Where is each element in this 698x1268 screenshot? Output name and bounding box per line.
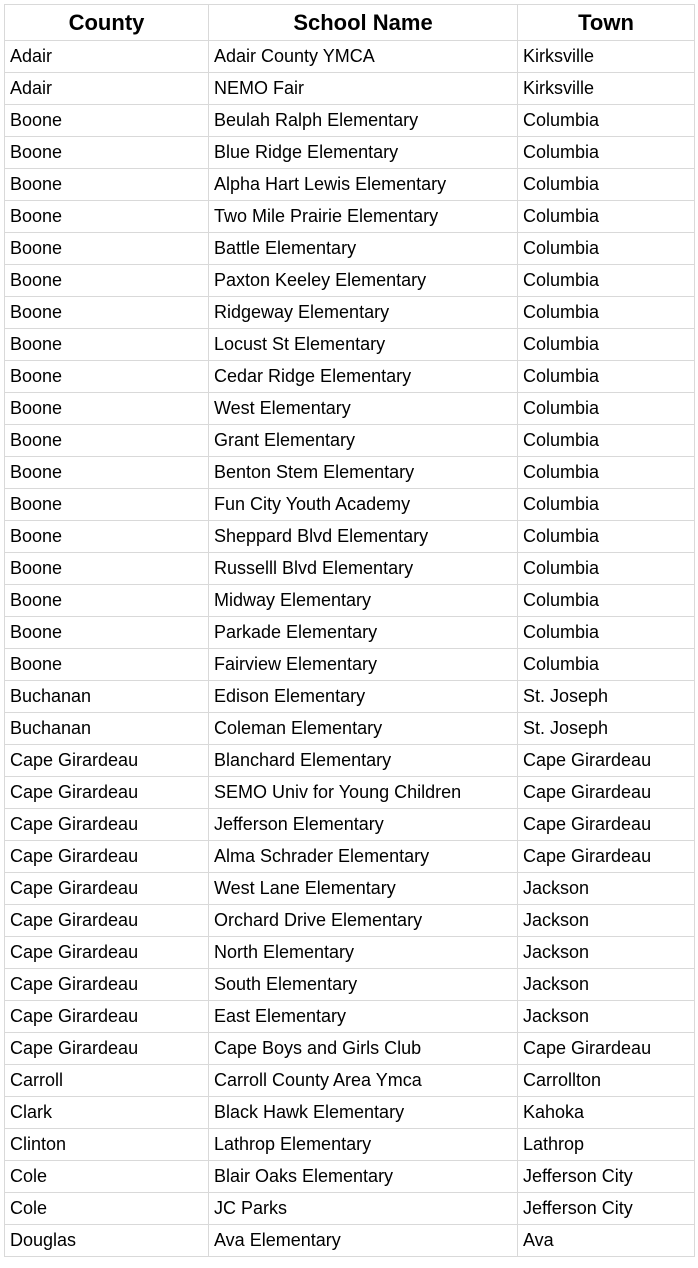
- county-cell[interactable]: Boone: [5, 201, 209, 233]
- county-cell[interactable]: Boone: [5, 329, 209, 361]
- town-cell[interactable]: Columbia: [518, 329, 695, 361]
- column-header-county[interactable]: County: [5, 5, 209, 41]
- school-name-cell[interactable]: Paxton Keeley Elementary: [209, 265, 518, 297]
- school-name-cell[interactable]: Lathrop Elementary: [209, 1129, 518, 1161]
- county-cell[interactable]: Cape Girardeau: [5, 841, 209, 873]
- table-row: [5, 457, 695, 489]
- county-cell[interactable]: Boone: [5, 585, 209, 617]
- table-row: [5, 937, 695, 969]
- table-row: [5, 393, 695, 425]
- table-row: [5, 553, 695, 585]
- county-cell[interactable]: Cape Girardeau: [5, 777, 209, 809]
- school-name-cell[interactable]: Ridgeway Elementary: [209, 297, 518, 329]
- school-name-cell[interactable]: East Elementary: [209, 1001, 518, 1033]
- county-cell[interactable]: Clinton: [5, 1129, 209, 1161]
- town-cell[interactable]: Cape Girardeau: [518, 809, 695, 841]
- county-cell[interactable]: Cape Girardeau: [5, 937, 209, 969]
- table-row: [5, 1001, 695, 1033]
- school-name-cell[interactable]: Cedar Ridge Elementary: [209, 361, 518, 393]
- county-cell[interactable]: Boone: [5, 361, 209, 393]
- town-cell[interactable]: Columbia: [518, 169, 695, 201]
- town-cell[interactable]: Columbia: [518, 649, 695, 681]
- county-cell[interactable]: Cape Girardeau: [5, 1001, 209, 1033]
- county-cell[interactable]: Boone: [5, 297, 209, 329]
- town-cell[interactable]: Columbia: [518, 425, 695, 457]
- table-row: [5, 233, 695, 265]
- table-row: [5, 41, 695, 73]
- town-cell[interactable]: Jackson: [518, 969, 695, 1001]
- school-name-cell[interactable]: Grant Elementary: [209, 425, 518, 457]
- town-cell[interactable]: Columbia: [518, 201, 695, 233]
- school-name-cell[interactable]: Jefferson Elementary: [209, 809, 518, 841]
- school-name-cell[interactable]: Adair County YMCA: [209, 41, 518, 73]
- table-body: [5, 41, 695, 1257]
- county-cell[interactable]: Boone: [5, 233, 209, 265]
- county-cell[interactable]: Boone: [5, 265, 209, 297]
- county-cell[interactable]: Boone: [5, 489, 209, 521]
- table-row: [5, 265, 695, 297]
- table-row: [5, 73, 695, 105]
- town-cell[interactable]: Columbia: [518, 489, 695, 521]
- county-cell[interactable]: Clark: [5, 1097, 209, 1129]
- county-cell[interactable]: Boone: [5, 393, 209, 425]
- county-cell[interactable]: Cole: [5, 1193, 209, 1225]
- school-name-cell[interactable]: South Elementary: [209, 969, 518, 1001]
- town-cell[interactable]: Cape Girardeau: [518, 841, 695, 873]
- county-cell[interactable]: Boone: [5, 425, 209, 457]
- table-row: [5, 585, 695, 617]
- table-row: [5, 1193, 695, 1225]
- school-name-cell[interactable]: Beulah Ralph Elementary: [209, 105, 518, 137]
- town-cell[interactable]: Columbia: [518, 137, 695, 169]
- table-row: [5, 201, 695, 233]
- county-cell[interactable]: Carroll: [5, 1065, 209, 1097]
- town-cell[interactable]: Kirksville: [518, 73, 695, 105]
- town-cell[interactable]: Columbia: [518, 297, 695, 329]
- header-row: [5, 5, 695, 41]
- table-row: [5, 873, 695, 905]
- table-row: [5, 681, 695, 713]
- table-row: [5, 1161, 695, 1193]
- school-name-cell[interactable]: Russelll Blvd Elementary: [209, 553, 518, 585]
- table-row: [5, 969, 695, 1001]
- school-name-cell[interactable]: Locust St Elementary: [209, 329, 518, 361]
- school-name-cell[interactable]: Battle Elementary: [209, 233, 518, 265]
- school-name-cell[interactable]: West Elementary: [209, 393, 518, 425]
- town-cell[interactable]: Columbia: [518, 457, 695, 489]
- column-header-town[interactable]: Town: [518, 5, 695, 41]
- county-cell[interactable]: Adair: [5, 73, 209, 105]
- table-row: [5, 137, 695, 169]
- town-cell[interactable]: Cape Girardeau: [518, 745, 695, 777]
- town-cell[interactable]: Columbia: [518, 521, 695, 553]
- town-cell[interactable]: Lathrop: [518, 1129, 695, 1161]
- school-name-cell[interactable]: Blanchard Elementary: [209, 745, 518, 777]
- town-cell[interactable]: Jackson: [518, 905, 695, 937]
- table-row: [5, 1097, 695, 1129]
- town-cell[interactable]: Carrollton: [518, 1065, 695, 1097]
- town-cell[interactable]: Columbia: [518, 265, 695, 297]
- school-name-cell[interactable]: Parkade Elementary: [209, 617, 518, 649]
- schools-sheet: [4, 4, 694, 1257]
- school-name-cell[interactable]: Ava Elementary: [209, 1225, 518, 1257]
- town-cell[interactable]: Columbia: [518, 105, 695, 137]
- school-name-cell[interactable]: Orchard Drive Elementary: [209, 905, 518, 937]
- table-row: [5, 649, 695, 681]
- school-name-cell[interactable]: Cape Boys and Girls Club: [209, 1033, 518, 1065]
- county-cell[interactable]: Cape Girardeau: [5, 1033, 209, 1065]
- table-row: [5, 361, 695, 393]
- town-cell[interactable]: Cape Girardeau: [518, 1033, 695, 1065]
- county-cell[interactable]: Buchanan: [5, 681, 209, 713]
- town-cell[interactable]: Kirksville: [518, 41, 695, 73]
- table-row: [5, 841, 695, 873]
- table-row: [5, 425, 695, 457]
- school-name-cell[interactable]: JC Parks: [209, 1193, 518, 1225]
- county-cell[interactable]: Cape Girardeau: [5, 969, 209, 1001]
- school-name-cell[interactable]: Black Hawk Elementary: [209, 1097, 518, 1129]
- county-cell[interactable]: Cape Girardeau: [5, 745, 209, 777]
- town-cell[interactable]: Jackson: [518, 1001, 695, 1033]
- town-cell[interactable]: Columbia: [518, 361, 695, 393]
- town-cell[interactable]: St. Joseph: [518, 713, 695, 745]
- school-name-cell[interactable]: Fun City Youth Academy: [209, 489, 518, 521]
- county-cell[interactable]: Cape Girardeau: [5, 905, 209, 937]
- table-row: [5, 521, 695, 553]
- county-cell[interactable]: Boone: [5, 169, 209, 201]
- table-row: [5, 1033, 695, 1065]
- table-row: [5, 1065, 695, 1097]
- table-row: [5, 809, 695, 841]
- school-name-cell[interactable]: Blue Ridge Elementary: [209, 137, 518, 169]
- town-cell[interactable]: Columbia: [518, 553, 695, 585]
- table-row: [5, 105, 695, 137]
- county-cell[interactable]: Buchanan: [5, 713, 209, 745]
- school-name-cell[interactable]: Edison Elementary: [209, 681, 518, 713]
- table-row: [5, 617, 695, 649]
- county-cell[interactable]: Douglas: [5, 1225, 209, 1257]
- school-name-cell[interactable]: North Elementary: [209, 937, 518, 969]
- school-name-cell[interactable]: Blair Oaks Elementary: [209, 1161, 518, 1193]
- town-cell[interactable]: Columbia: [518, 585, 695, 617]
- town-cell[interactable]: Ava: [518, 1225, 695, 1257]
- county-cell[interactable]: Boone: [5, 617, 209, 649]
- school-name-cell[interactable]: Fairview Elementary: [209, 649, 518, 681]
- town-cell[interactable]: Kahoka: [518, 1097, 695, 1129]
- county-cell[interactable]: Boone: [5, 105, 209, 137]
- school-name-cell[interactable]: NEMO Fair: [209, 73, 518, 105]
- school-name-cell[interactable]: Coleman Elementary: [209, 713, 518, 745]
- table-row: [5, 905, 695, 937]
- town-cell[interactable]: Jefferson City: [518, 1161, 695, 1193]
- county-cell[interactable]: Boone: [5, 649, 209, 681]
- county-cell[interactable]: Boone: [5, 457, 209, 489]
- town-cell[interactable]: Columbia: [518, 617, 695, 649]
- schools-table: [4, 4, 695, 1257]
- town-cell[interactable]: Columbia: [518, 233, 695, 265]
- table-row: [5, 1129, 695, 1161]
- school-name-cell[interactable]: Alpha Hart Lewis Elementary: [209, 169, 518, 201]
- table-row: [5, 169, 695, 201]
- table-row: [5, 745, 695, 777]
- school-name-cell[interactable]: SEMO Univ for Young Children: [209, 777, 518, 809]
- school-name-cell[interactable]: Benton Stem Elementary: [209, 457, 518, 489]
- town-cell[interactable]: Jefferson City: [518, 1193, 695, 1225]
- table-row: [5, 329, 695, 361]
- county-cell[interactable]: Adair: [5, 41, 209, 73]
- table-row: [5, 777, 695, 809]
- town-cell[interactable]: Cape Girardeau: [518, 777, 695, 809]
- school-name-cell[interactable]: Alma Schrader Elementary: [209, 841, 518, 873]
- table-row: [5, 297, 695, 329]
- town-cell[interactable]: Jackson: [518, 873, 695, 905]
- county-cell[interactable]: Boone: [5, 137, 209, 169]
- column-header-school-name[interactable]: School Name: [209, 5, 518, 41]
- county-cell[interactable]: Cape Girardeau: [5, 809, 209, 841]
- school-name-cell[interactable]: Midway Elementary: [209, 585, 518, 617]
- county-cell[interactable]: Cole: [5, 1161, 209, 1193]
- table-row: [5, 489, 695, 521]
- county-cell[interactable]: Boone: [5, 521, 209, 553]
- table-row: [5, 1225, 695, 1257]
- town-cell[interactable]: Jackson: [518, 937, 695, 969]
- school-name-cell[interactable]: West Lane Elementary: [209, 873, 518, 905]
- town-cell[interactable]: St. Joseph: [518, 681, 695, 713]
- table-row: [5, 713, 695, 745]
- school-name-cell[interactable]: Two Mile Prairie Elementary: [209, 201, 518, 233]
- town-cell[interactable]: Columbia: [518, 393, 695, 425]
- school-name-cell[interactable]: Carroll County Area Ymca: [209, 1065, 518, 1097]
- school-name-cell[interactable]: Sheppard Blvd Elementary: [209, 521, 518, 553]
- table-header: [5, 5, 695, 41]
- county-cell[interactable]: Boone: [5, 553, 209, 585]
- county-cell[interactable]: Cape Girardeau: [5, 873, 209, 905]
